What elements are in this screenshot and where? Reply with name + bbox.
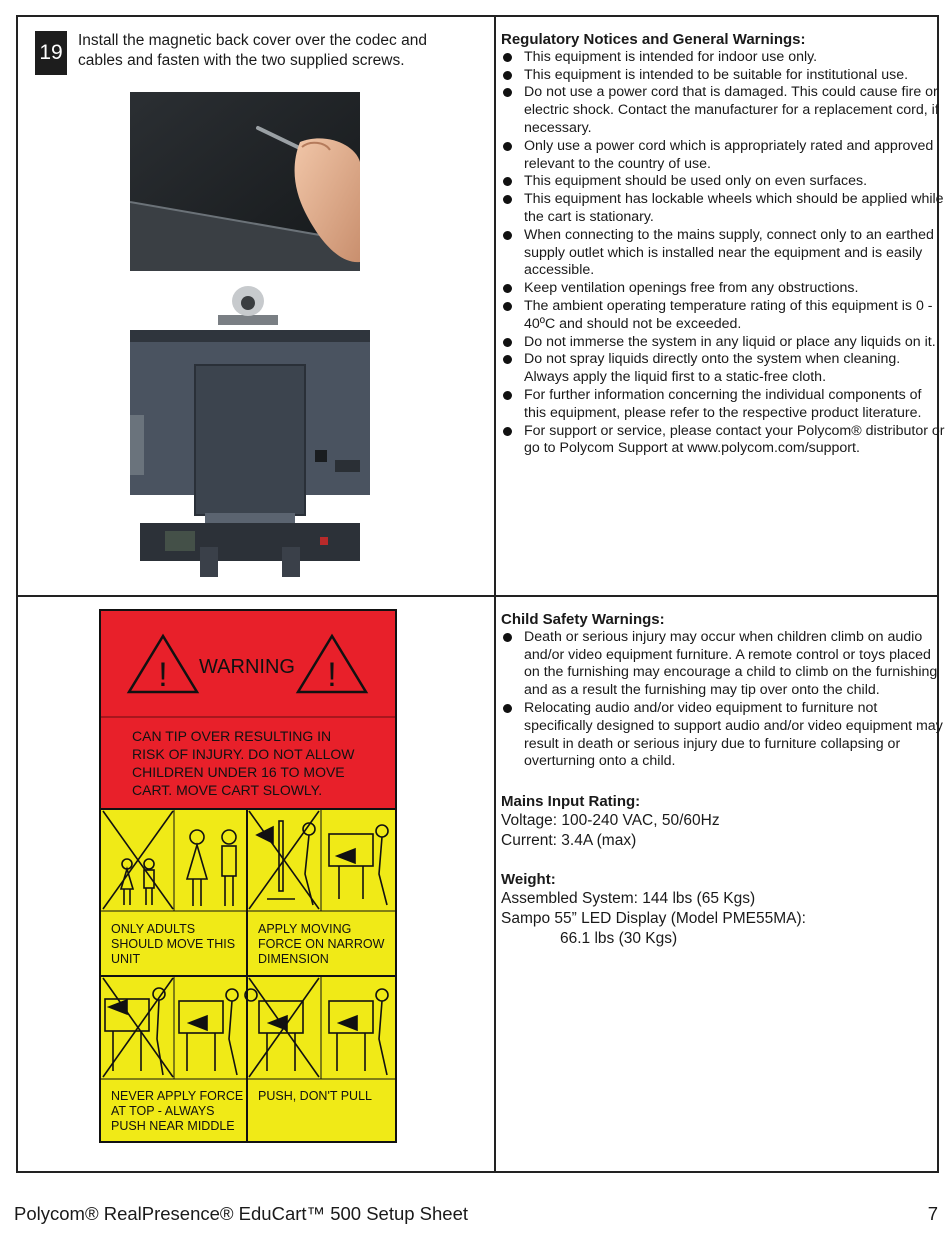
caption-adults-2: SHOULD MOVE THIS — [111, 937, 236, 951]
warning-line-3: CHILDREN UNDER 16 TO MOVE — [132, 764, 345, 780]
list-item: Death or serious injury may occur when children climb on audio and/or video equipment furniture. A remote control or toys placed on the furnishing may encourage a child to climb on the furnishing and as a result the furnishing may tip over onto the child. — [501, 629, 946, 700]
list-item: When connecting to the mains supply, connect only to an earthed supply outlet which is installed near the equipment and is easily accessible. — [501, 227, 946, 280]
cart-back-photo — [130, 285, 370, 577]
mains-voltage: Voltage: 100-240 VAC, 50/60Hz — [501, 811, 720, 829]
weight-heading: Weight: — [501, 870, 556, 888]
caption-force-2: AT TOP - ALWAYS — [111, 1104, 215, 1118]
back-cover-screw-photo — [130, 92, 360, 271]
list-item: Do not spray liquids directly onto the system when cleaning. Always apply the liquid first to a static-free cloth. — [501, 351, 946, 387]
step-number: 19 — [39, 41, 63, 64]
list-item: This equipment is intended for indoor use only. — [501, 49, 946, 67]
list-item: Do not use a power cord that is damaged. This could cause fire or electric shock. Contact the manufacturer for a replacement cord, if necessary. — [501, 84, 946, 137]
caption-narrow-1: APPLY MOVING — [258, 922, 352, 936]
warning-line-1: CAN TIP OVER RESULTING IN — [132, 728, 332, 744]
caption-push: PUSH, DON'T PULL — [258, 1089, 372, 1103]
svg-text:!: ! — [158, 656, 168, 694]
warning-line-4: CART. MOVE CART SLOWLY. — [132, 782, 323, 798]
step-number-badge — [35, 31, 67, 75]
list-item: The ambient operating temperature rating of this equipment is 0 - 40ºC and should not be exceeded. — [501, 298, 946, 334]
list-item: Do not immerse the system in any liquid or place any liquids on it. — [501, 334, 946, 352]
caption-force-1: NEVER APPLY FORCE — [111, 1089, 244, 1103]
warning-label — [99, 609, 397, 1143]
list-item: Keep ventilation openings free from any obstructions. — [501, 280, 946, 298]
warning-line-2: RISK OF INJURY. DO NOT ALLOW — [132, 746, 355, 762]
list-item: Only use a power cord which is appropriately rated and approved relevant to the country of use. — [501, 138, 946, 174]
child-safety-heading: Child Safety Warnings: — [501, 611, 665, 628]
page-number: 7 — [927, 1203, 938, 1224]
child-safety-list — [501, 629, 946, 771]
list-item: For support or service, please contact your Polycom® distributor or go to Polycom Support at www.polycom.com/support. — [501, 423, 946, 459]
weight-display-value: 66.1 lbs (30 Kgs) — [560, 929, 678, 947]
regulatory-heading: Regulatory Notices and General Warnings: — [501, 31, 806, 48]
row-divider — [18, 595, 937, 597]
regulatory-section — [501, 31, 946, 458]
child-safety-section — [501, 611, 946, 949]
regulatory-list — [501, 49, 946, 458]
caption-force-3: PUSH NEAR MIDDLE — [111, 1119, 235, 1133]
svg-text:!: ! — [327, 656, 337, 694]
list-item: This equipment has lockable wheels which should be applied while the cart is stationary. — [501, 191, 946, 227]
list-item: This equipment is intended to be suitable for institutional use. — [501, 67, 946, 85]
content-table — [16, 15, 945, 1173]
footer-title: Polycom® RealPresence® EduCart™ 500 Setup Sheet — [14, 1203, 469, 1224]
mains-current: Current: 3.4A (max) — [501, 831, 637, 849]
mains-heading: Mains Input Rating: — [501, 793, 641, 811]
warning-title: WARNING — [199, 656, 295, 678]
caption-narrow-2: FORCE ON NARROW — [258, 937, 385, 951]
list-item: Relocating audio and/or video equipment to furniture not specifically designed to support audio and/or video equipment may result in death or serious injury due to furniture collapsing or overturning onto a child. — [501, 700, 946, 771]
list-item: This equipment should be used only on even surfaces. — [501, 173, 946, 191]
caption-adults-3: UNIT — [111, 952, 141, 966]
caption-adults-1: ONLY ADULTS — [111, 922, 196, 936]
weight-assembled: Assembled System: 144 lbs (65 Kgs) — [501, 889, 756, 907]
list-item: For further information concerning the individual components of this equipment, please refer to the respective product literature. — [501, 387, 946, 423]
caption-narrow-3: DIMENSION — [258, 952, 329, 966]
step-instruction: Install the magnetic back cover over the codec and cables and fasten with the two supplied screws. — [78, 32, 427, 69]
column-divider — [494, 17, 496, 1171]
weight-display: Sampo 55” LED Display (Model PME55MA): — [501, 909, 806, 927]
